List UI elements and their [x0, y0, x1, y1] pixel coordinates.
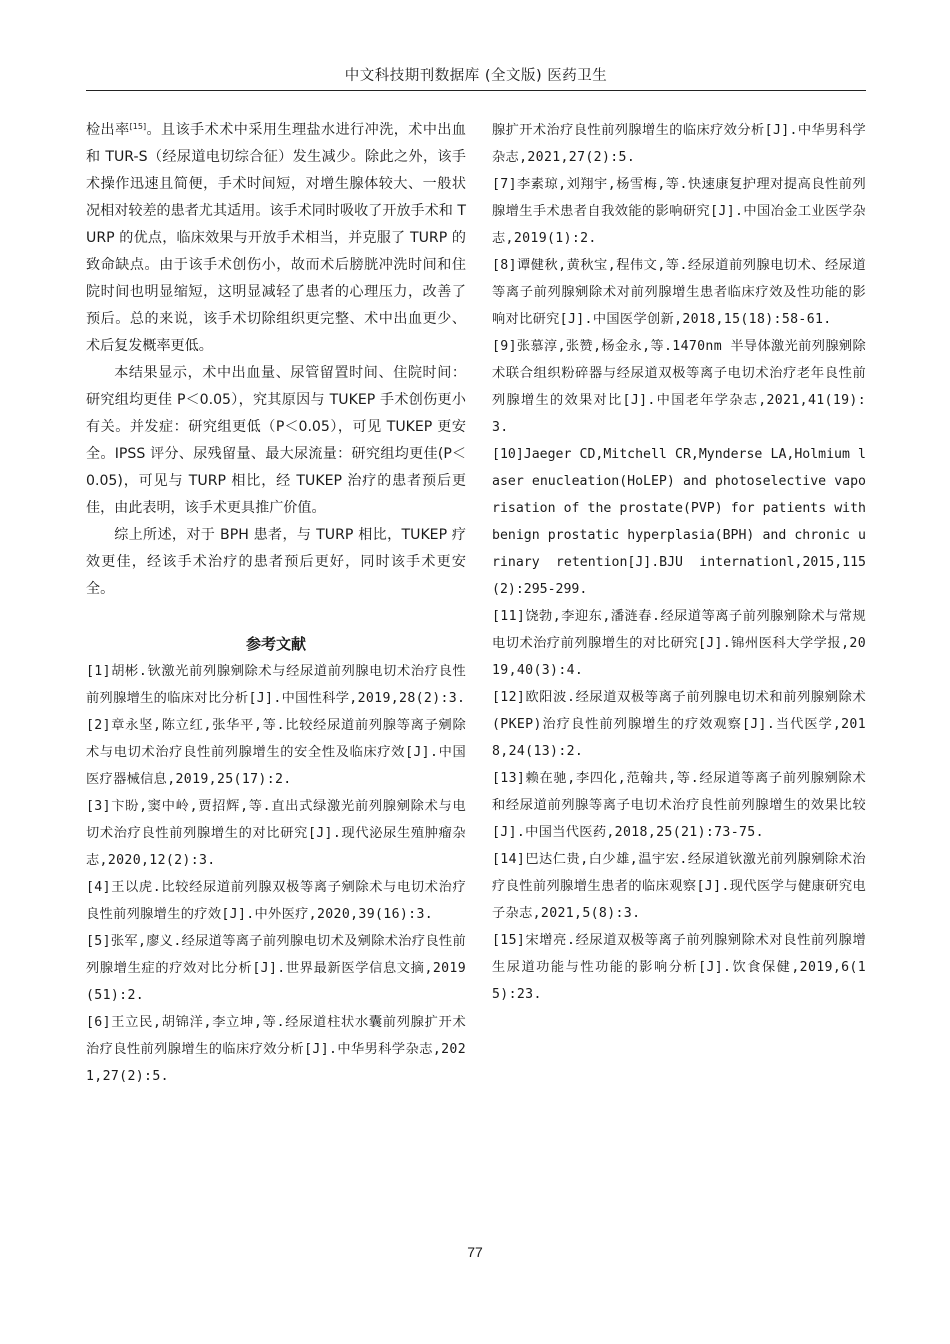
reference-item: [4]王以虎.比较经尿道前列腺双极等离子剜除术与电切术治疗良性前列腺增生的疗效[J].中外医疗,2020,39(16):3. [86, 880, 466, 922]
body-paragraph-1 [86, 117, 466, 360]
reference-item: [13]赖在驰,李四化,范翰共,等.经尿道等离子前列腺剜除术和经尿道前列腺等离子电切术治疗良性前列腺增生的效果比较[J].中国当代医药,2018,25(21):73-75. [492, 771, 866, 840]
journal-header: 中文科技期刊数据库 (全文版) 医药卫生 [344, 68, 608, 84]
reference-item: [12]欧阳波.经尿道双极等离子前列腺电切术和前列腺剜除术(PKEP)治疗良性前列腺增生的疗效观察[J].当代医学,2018,24(13):2. [492, 690, 866, 759]
reference-item-continued: 腺扩开术治疗良性前列腺增生的临床疗效分析[J].中华男科学杂志,2021,27(2):5. [492, 123, 866, 165]
reference-item: [11]饶勃,李迎东,潘涟春.经尿道等离子前列腺剜除术与常规电切术治疗前列腺增生的对比研究[J].锦州医科大学学报,2019,40(3):4. [492, 609, 866, 678]
references-heading: 参考文献 [245, 635, 306, 653]
reference-item: [1]胡彬.钬激光前列腺剜除术与经尿道前列腺电切术治疗良性前列腺增生的临床对比分析[J].中国性科学,2019,28(2):3. [86, 664, 466, 706]
left-column [86, 117, 467, 1084]
reference-item: [6]王立民,胡锦洋,李立坤,等.经尿道柱状水囊前列腺扩开术治疗良性前列腺增生的临床疗效分析[J].中华男科学杂志,2021,27(2):5. [86, 1015, 466, 1084]
citation-marker: [15] [129, 122, 147, 132]
reference-item: [7]李素琼,刘翔宇,杨雪梅,等.快速康复护理对提高良性前列腺增生手术患者自我效能的影响研究[J].中国冶金工业医学杂志,2019(1):2. [492, 177, 866, 246]
para-1-start: 检出率 [86, 122, 130, 138]
reference-item: [9]张慕淳,张赞,杨金永,等.1470nm 半导体激光前列腺剜除术联合组织粉碎器与经尿道双极等离子电切术治疗老年良性前列腺增生的效果对比[J].中国老年学杂志,2021,41(19):3. [492, 339, 866, 435]
reference-item: [8]谭健秋,黄秋宝,程伟文,等.经尿道前列腺电切术、经尿道等离子前列腺剜除术对前列腺增生患者临床疗效及性功能的影响对比研究[J].中国医学创新,2018,15(18):58-61. [492, 258, 866, 327]
reference-item: [3]卞盼,窦中岭,贾招辉,等.直出式绿激光前列腺剜除术与电切术治疗良性前列腺增生的对比研究[J].现代泌尿生殖肿瘤杂志,2020,12(2):3. [86, 799, 466, 868]
body-paragraph-3: 综上所述，对于 BPH 患者，与 TURP 相比，TUKEP 疗效更佳，经该手术治疗的患者预后更好，同时该手术更安全。 [86, 527, 466, 597]
header-rule [86, 90, 866, 91]
reference-item: [2]章永坚,陈立红,张华平,等.比较经尿道前列腺等离子剜除术与电切术治疗良性前列腺增生的安全性及临床疗效[J].中国医疗器械信息,2019,25(17):2. [86, 718, 466, 787]
right-column [492, 117, 866, 1008]
reference-item: [14]巴达仁贵,白少雄,温宇宏.经尿道钬激光前列腺剜除术治疗良性前列腺增生患者的临床观察[J].现代医学与健康研究电子杂志,2021,5(8):3. [492, 852, 866, 921]
reference-item: [10]Jaeger CD,Mitchell CR,Mynderse LA,Holmium laser enucleation(HoLEP) and photoselective vaporisation of the prostate(PVP) for patients with benign prostatic hyperplasia(BPH) and chronic urinary retention[J].BJU internationl,2015,115(2):295-299. [492, 447, 866, 597]
reference-item: [15]宋增亮.经尿道双极等离子前列腺剜除术对良性前列腺增生尿道功能与性功能的影响分析[J].饮食保健,2019,6(15):23. [492, 933, 866, 1002]
body-paragraph-2: 本结果显示，术中出血量、尿管留置时间、住院时间：研究组均更佳 P＜0.05），究其原因与 TUKEP 手术创伤更小有关。并发症：研究组更低（P＜0.05），可见 TUKEP 更安全。IPSS 评分、尿残留量、最大尿流量：研究组均更佳(P＜0.05)，可见与 TURP 相比，经 TUKEP 治疗的患者预后更佳，由此表明，该手术更具推广价值。 [86, 365, 466, 516]
reference-item: [5]张军,廖义.经尿道等离子前列腺电切术及剜除术治疗良性前列腺增生症的疗效对比分析[J].世界最新医学信息文摘,2019(51):2. [86, 934, 466, 1003]
page-number: 77 [467, 1244, 483, 1260]
para-1-rest: 。且该手术术中采用生理盐水进行冲洗，术中出血和 TUR-S（经尿道电切综合征）发生减少。除此之外，该手术操作迅速且简便，手术时间短，对增生腺体较大、一般状况相对较差的患者尤其适用。该手术同时吸收了开放手术和 TURP 的优点，临床效果与开放手术相当，并克服了 TURP 的致命缺点。由于该手术创伤小，故而术后膀胱冲洗时间和住院时间也明显缩短，这明显减轻了患者的心理压力，改善了预后。总的来说，该手术切除组织更完整、术中出血更少、术后复发概率更低。 [86, 122, 467, 354]
